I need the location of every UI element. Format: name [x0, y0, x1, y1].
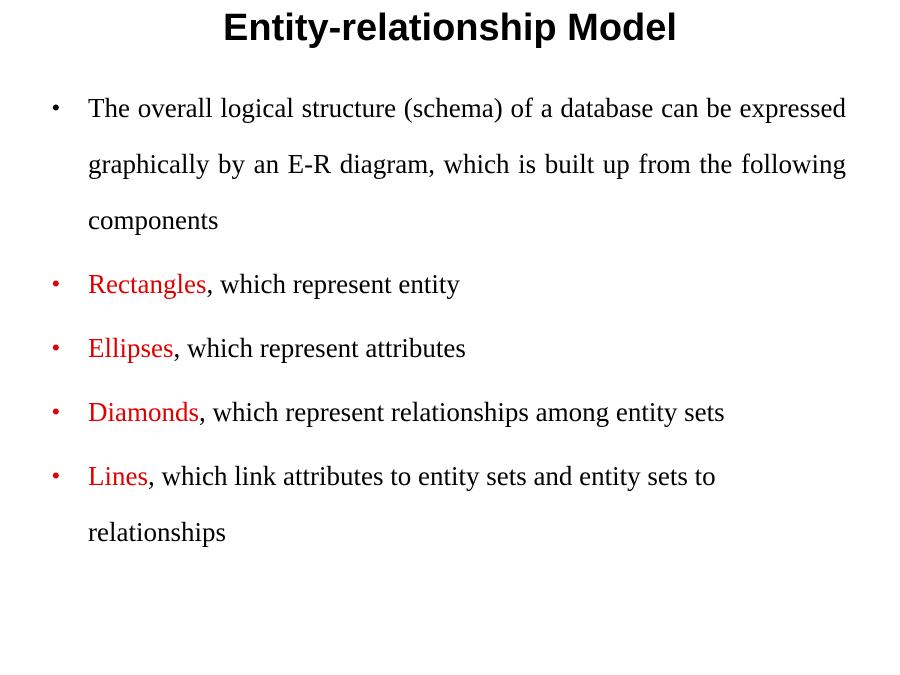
bullet-item-ellipses [52, 320, 846, 376]
bullet-dot-icon: • [52, 399, 60, 424]
bullet-item-intro [52, 80, 846, 248]
slide-title: Entity-relationship Model [223, 7, 677, 49]
bullet-term: Ellipses [88, 333, 174, 363]
bullet-dot-icon: • [52, 335, 60, 360]
bullet-dot-icon: • [52, 271, 60, 296]
bullet-text: , which represent relationships among entity sets [199, 397, 725, 427]
bullet-item-rectangles [52, 256, 846, 312]
bullet-term: Lines [88, 461, 148, 491]
bullet-text: , which represent entity [206, 269, 460, 299]
bullet-term: Diamonds [88, 397, 199, 427]
bullet-term: Rectangles [88, 269, 207, 299]
bullet-item-diamonds [52, 384, 846, 440]
bullet-text: , which represent attributes [173, 333, 466, 363]
bullet-item-lines [52, 448, 846, 560]
bullet-list [52, 80, 846, 568]
bullet-text: , which link attributes to entity sets and entity sets to relationships [88, 461, 716, 547]
bullet-text: The overall logical structure (schema) of a database can be expressed graphically by an E-R diagram, which is built up from the following components [88, 93, 846, 235]
bullet-dot-icon: • [52, 95, 60, 120]
bullet-dot-icon: • [52, 463, 60, 488]
